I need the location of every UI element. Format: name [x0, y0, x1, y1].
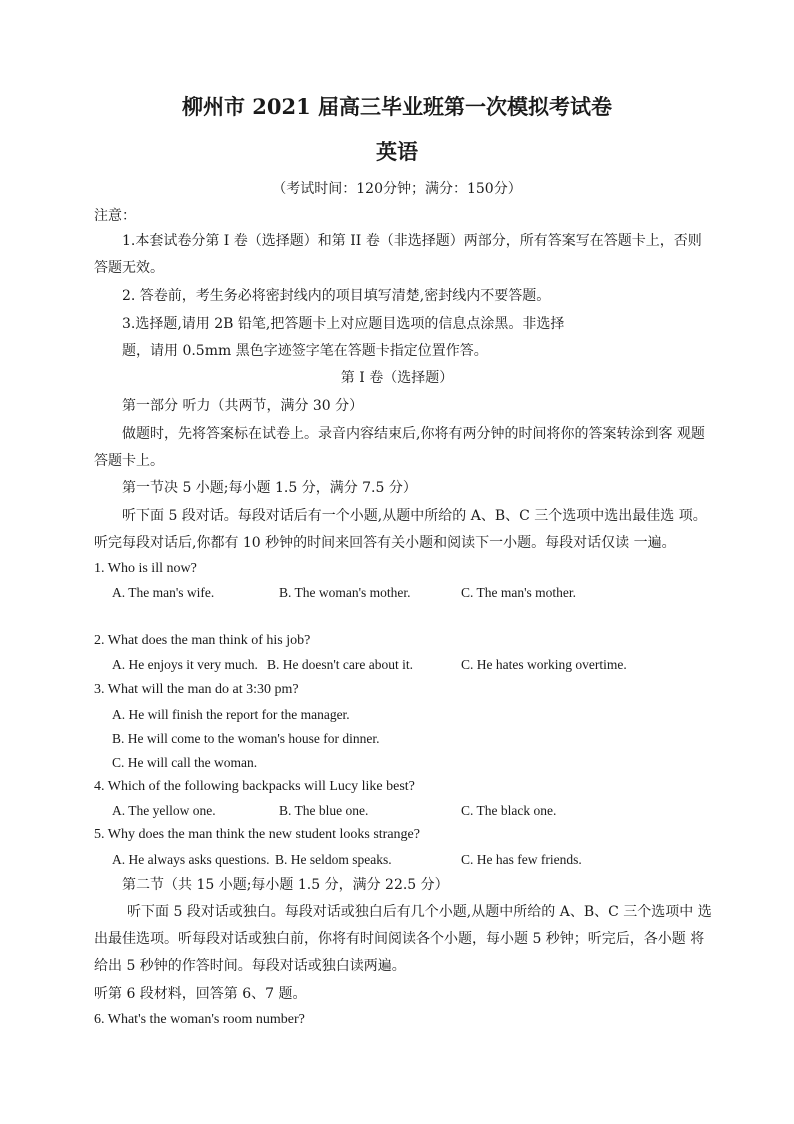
part1-instructions-line-2: 答题卡上。	[94, 453, 164, 469]
question-5-option-c: C. He has few friends.	[461, 852, 582, 867]
subject-title: 英语	[376, 139, 418, 164]
question-5-option-b: B. He seldom speaks.	[275, 852, 392, 867]
note-2: 2. 答卷前，考生务必将密封线内的项目填写清楚,密封线内不要答题。	[122, 288, 551, 304]
question-4-option-b: B. The blue one.	[279, 803, 369, 818]
question-2-option-c: C. He hates working overtime.	[461, 657, 627, 672]
question-1-option-b: B. The woman's mother.	[279, 585, 411, 600]
note-1-line-2: 答题无效。	[94, 260, 164, 276]
notes-label: 注意：	[94, 208, 136, 224]
volume-heading: 第 I 卷（选择题）	[340, 370, 454, 386]
question-4-option-c: C. The black one.	[461, 803, 557, 818]
section2-instructions-line-3: 给出 5 秒钟的作答时间。每段对话或独白读两遍。	[94, 958, 406, 974]
part1-instructions-line-1: 做题时，先将答案标在试卷上。录音内容结束后,你将有两分钟的时间将你的答案转涂到客 观题	[122, 426, 705, 442]
section1-instructions-line-2: 听完每段对话后,你都有 10 秒钟的时间来回答有关小题和阅读下一小题。每段对话仅读 一遍。	[94, 535, 676, 551]
question-5-stem: 5. Why does the man think the new student looks strange?	[94, 827, 420, 842]
question-5-option-a: A. He always asks questions.	[112, 852, 270, 867]
exam-title: 柳州市 2021 届高三毕业班第一次模拟考试卷	[181, 94, 613, 119]
question-3-option-c: C. He will call the woman.	[112, 755, 258, 770]
question-2-option-a: A. He enjoys it very much.	[112, 657, 258, 672]
note-1-line-1: 1.本套试卷分第 I 卷（选择题）和第 II 卷（非选择题）两部分，所有答案写在答题卡上，否则	[122, 233, 702, 249]
section2-heading: 第二节（共 15 小题;每小题 1.5 分，满分 22.5 分）	[122, 877, 449, 893]
note-3-line-2: 题，请用 0.5mm 黑色字迹签字笔在答题卡指定位置作答。	[122, 343, 488, 359]
question-2-stem: 2. What does the man think of his job?	[94, 633, 311, 648]
section2-instructions-line-1: 听下面 5 段对话或独白。每段对话或独白后有几个小题,从题中所给的 A、B、C 三个选项中 选	[127, 904, 712, 920]
section1-heading: 第一节决 5 小题;每小题 1.5 分，满分 7.5 分）	[122, 480, 417, 496]
question-1-option-a: A. The man's wife.	[112, 585, 215, 600]
question-4-stem: 4. Which of the following backpacks will Lucy like best?	[94, 779, 415, 794]
question-3-option-b: B. He will come to the woman's house for dinner.	[112, 731, 380, 746]
question-4-option-a: A. The yellow one.	[112, 803, 216, 818]
note-3-line-1: 3.选择题,请用 2B 铅笔,把答题卡上对应题目选项的信息点涂黑。非选择	[122, 316, 565, 332]
question-1-option-c: C. The man's mother.	[461, 585, 577, 600]
question-3-stem: 3. What will the man do at 3:30 pm?	[94, 682, 299, 697]
section1-instructions-line-1: 听下面 5 段对话。每段对话后有一个小题,从题中所给的 A、B、C 三个选项中选出最佳选 项。	[122, 508, 707, 524]
question-3-option-a: A. He will finish the report for the manager.	[112, 707, 350, 722]
material-6-heading: 听第 6 段材料，回答第 6、7 题。	[94, 986, 307, 1002]
exam-info: （考试时间：120分钟；满分：150分）	[272, 181, 522, 197]
section2-instructions-line-2: 出最佳选项。听每段对话或独白前，你将有时间阅读各个小题，每小题 5 秒钟；听完后，各小题 将	[94, 931, 705, 947]
part1-heading: 第一部分 听力（共两节，满分 30 分）	[122, 398, 364, 414]
question-6-stem: 6. What's the woman's room number?	[94, 1012, 305, 1027]
question-2-option-b: B. He doesn't care about it.	[267, 657, 414, 672]
question-1-stem: 1. Who is ill now?	[94, 561, 197, 576]
